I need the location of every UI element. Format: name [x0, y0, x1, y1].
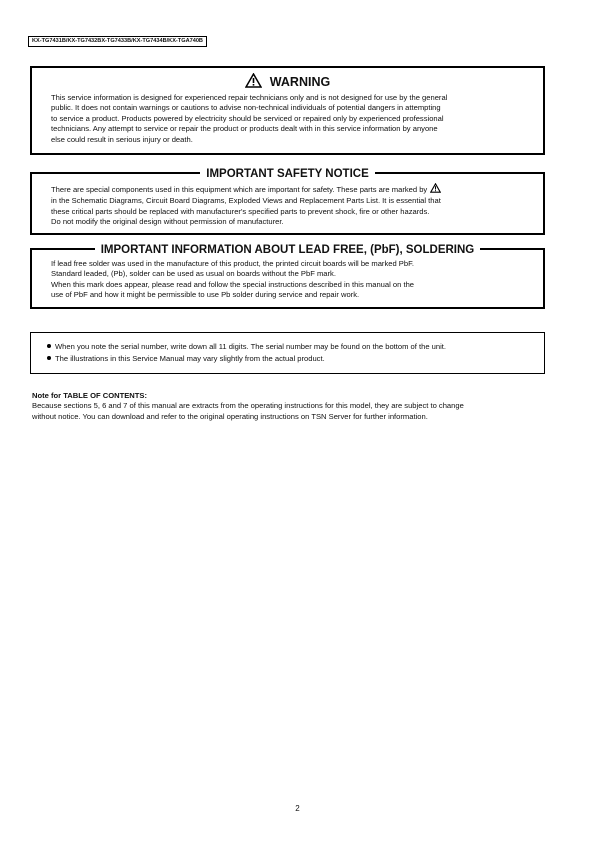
toc-note-line: without notice. You can download and refer to the original operating instructions on TSN Server for further information. — [32, 411, 428, 421]
lead-free-line: Standard leaded, (Pb), solder can be used as usual on boards without the PbF mark. — [51, 269, 336, 279]
warning-line: This service information is designed for experienced repair technicians only and is not designed for use by the general — [51, 93, 448, 102]
warning-line: to service a product. Products powered by electricity should be serviced or repaired only by experienced professional — [51, 113, 444, 123]
lead-free-box — [30, 244, 545, 309]
warning-triangle-icon — [245, 73, 262, 91]
bullet-icon — [47, 344, 51, 348]
page-number: 2 — [295, 804, 300, 813]
note-bullet-item: The illustrations in this Service Manual may vary slightly from the actual product. — [47, 354, 325, 364]
toc-note-title: Note for TABLE OF CONTENTS: — [32, 391, 148, 400]
warning-line: else could result in serious injury or death. — [51, 134, 193, 144]
safety-notice-heading: IMPORTANT SAFETY NOTICE — [200, 167, 375, 181]
lead-free-line: use of PbF and how it might be permissible to use Pb solder during service and repair work. — [51, 290, 360, 300]
warning-line: public. It does not contain warnings or cautions to advise non-technical individuals of potential dangers in attempting — [51, 103, 441, 113]
lead-free-heading: IMPORTANT INFORMATION ABOUT LEAD FREE, (PbF), SOLDERING — [95, 243, 481, 257]
warning-heading — [32, 73, 543, 91]
model-number-tag: KX-TG7431B/KX-TG7432BX-TG7433B/KX-TG7434B/KX-TGA740B — [28, 36, 207, 47]
lead-free-text — [51, 259, 527, 301]
safety-line: Do not modify the original design without permission of manufacturer. — [51, 217, 284, 227]
note-bullet-item: When you note the serial number, write down all 11 digits. The serial number may be found on the bottom of the unit. — [47, 342, 446, 352]
safety-notice-text — [51, 183, 527, 228]
warning-text — [51, 93, 527, 145]
safety-line: There are special components used in this equipment which are important for safety. These parts are marked by — [51, 183, 527, 196]
warning-box — [30, 66, 545, 155]
lead-free-line: If lead free solder was used in the manufacture of this product, the printed circuit boards will be marked PbF. — [51, 259, 414, 268]
warning-title: WARNING — [269, 75, 331, 89]
warning-line: technicians. Any attempt to service or repair the product or products dealt with in this service information by anyone — [51, 124, 438, 134]
toc-note — [32, 391, 464, 422]
notes-box — [30, 332, 545, 374]
toc-note-line: Because sections 5, 6 and 7 of this manual are extracts from the operating instructions for this model, they are subject to change — [32, 401, 464, 411]
safety-line: in the Schematic Diagrams, Circuit Board Diagrams, Exploded Views and Replacement Parts List. It is essential that — [51, 196, 441, 206]
bullet-icon — [47, 356, 51, 360]
lead-free-line: When this mark does appear, please read and follow the special instructions described in this manual on the — [51, 279, 415, 289]
safety-notice-box — [30, 168, 545, 235]
safety-line: these critical parts should be replaced with manufacturer's specified parts to prevent shock, fire or other hazards. — [51, 206, 430, 216]
safety-mark-triangle-icon — [430, 183, 441, 196]
